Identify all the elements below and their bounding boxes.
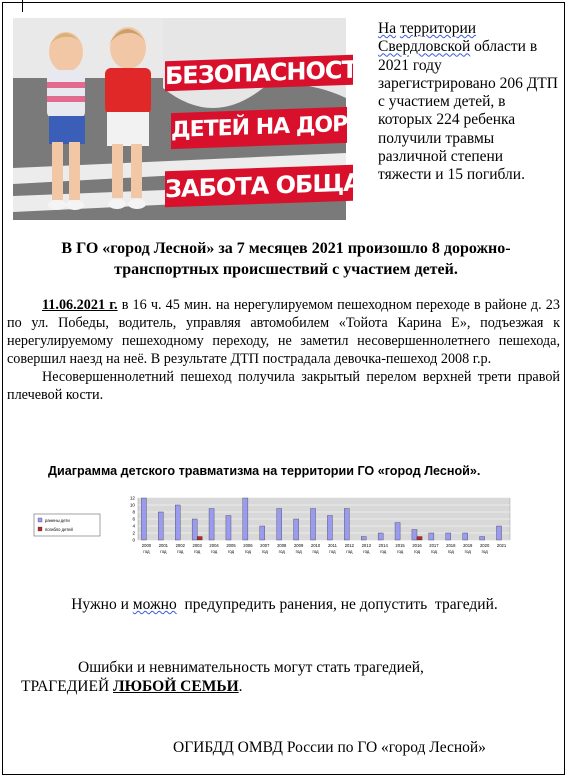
- x-tick-label: 2011 год: [327, 543, 337, 554]
- side-word-2: территории: [399, 20, 477, 37]
- y-tick-label: 0: [132, 537, 135, 543]
- signature: ОГИБДД ОМВД России по ГО «город Лесной»: [173, 739, 486, 756]
- bar: [327, 516, 332, 541]
- safety-poster: [13, 18, 401, 220]
- legend-label: погибло детей: [45, 527, 73, 532]
- bar: [429, 533, 434, 540]
- side-word-3: Свердловской: [378, 38, 471, 56]
- bar: [395, 523, 400, 541]
- appeal-pre: Нужно и: [71, 596, 133, 613]
- x-tick-label: 2020 год: [479, 543, 490, 554]
- bar: [446, 533, 451, 540]
- warning-line-2: [21, 678, 243, 696]
- child-figure-left: [35, 22, 97, 218]
- corner-mark: [22, 0, 23, 12]
- incident-description: [7, 296, 560, 404]
- x-tick-label: 2012 год: [344, 543, 355, 554]
- chart-title: Диаграмма детского травматизма на территории ГО «город Лесной».: [48, 464, 481, 478]
- x-tick-label: 2010 год: [310, 543, 321, 554]
- regional-statistics-text: [378, 20, 558, 185]
- x-tick-label: 2016 год: [412, 543, 422, 554]
- bar: [417, 537, 422, 541]
- side-word-1: На: [378, 20, 397, 37]
- headline: В ГО «город Лесной» за 7 месяцев 2021 произошло 8 дорожно-транспортных происшествий с участием детей.: [61, 240, 511, 278]
- appeal-line: [0, 596, 569, 614]
- injury-chart: [30, 492, 520, 564]
- bar: [294, 519, 299, 540]
- y-tick-label: 2: [132, 530, 135, 536]
- incident-injury: Несовершеннолетний пешеход получила закрытый перелом верхней трети правой плечевой кости.: [7, 369, 560, 403]
- x-tick-label: 2017 год: [429, 543, 439, 554]
- bar: [260, 526, 265, 540]
- bar: [192, 519, 197, 540]
- bar: [158, 512, 163, 540]
- bar: [226, 516, 231, 541]
- y-tick-label: 4: [132, 523, 135, 529]
- bar: [480, 537, 485, 541]
- y-tick-label: 8: [132, 509, 135, 515]
- x-tick-label: 2008 год: [277, 543, 287, 554]
- poster-banner-line3: ЗАБОТА ОБЩАЯ: [165, 165, 353, 208]
- side-rest: области в 2021 году зарегистрировано 206 ДТП с участием детей, в которых 224 ребенка получили травмы различной степени тяжести и 15 погибли.: [378, 38, 558, 184]
- bar: [197, 537, 202, 541]
- x-tick-label: 2006 год: [243, 543, 253, 554]
- bar: [496, 526, 501, 540]
- warning-line-1: Ошибки и невнимательность могут стать трагедией,: [78, 659, 424, 676]
- x-tick-label: 2005 год: [226, 543, 236, 554]
- x-tick-label: 2009 год: [293, 543, 304, 554]
- incident-date: 11.06.2021 г.: [42, 297, 118, 313]
- appeal-word: можно: [132, 596, 177, 613]
- x-tick-label: 2013 год: [361, 543, 371, 554]
- legend-swatch: [38, 518, 42, 522]
- x-tick-label: 2004 год: [209, 543, 219, 554]
- x-tick-label: 2007 год: [260, 543, 270, 554]
- bar: [141, 498, 146, 540]
- bar: [361, 537, 366, 541]
- x-tick-label: 2001 год: [158, 543, 169, 554]
- warning-emphasis: ЛЮБОЙ СЕМЬИ: [113, 678, 239, 695]
- bar: [175, 505, 180, 540]
- bar: [310, 509, 315, 541]
- x-tick-label: 2002 год: [175, 543, 185, 554]
- bar: [378, 533, 383, 540]
- appeal-post: предупредить ранения, не допустить трагедий.: [176, 596, 498, 613]
- child-figure-right: [93, 18, 163, 218]
- y-tick-label: 12: [129, 495, 135, 501]
- incident-text: в 16 ч. 45 мин. на нерегулируемом пешеходном переходе в районе д. 23 по ул. Победы, водитель, управляя автомобилем «Тойота Карина Е», подъезжая к нерегулируемому пешеходному переходу, не заметил несовершеннолетнего пешехода, совершил наезд на неё. В результате ДТП пострадала девочка-пешеход 2008 г.р.: [7, 297, 560, 367]
- y-tick-label: 10: [129, 502, 135, 508]
- bar: [344, 509, 349, 541]
- x-tick-label: 2015 год: [395, 543, 405, 554]
- warning-end: .: [238, 678, 243, 695]
- x-tick-label: 2021: [496, 543, 507, 548]
- bar: [209, 509, 214, 541]
- x-tick-label: 2003 год: [192, 543, 202, 554]
- x-tick-label: 2014 год: [378, 543, 388, 554]
- x-tick-label: 2019 год: [463, 543, 473, 554]
- poster-banner-line1: БЕЗОПАСНОСТЬ: [165, 54, 375, 91]
- poster-banner-line2: ДЕТЕЙ НА ДОРОГЕ-: [171, 107, 347, 149]
- bar: [463, 533, 468, 540]
- x-tick-label: 2000 год: [141, 543, 152, 554]
- bar: [277, 509, 282, 541]
- bar: [243, 498, 248, 540]
- legend-swatch: [38, 527, 42, 531]
- bar: [412, 530, 417, 541]
- y-tick-label: 6: [132, 516, 135, 522]
- legend-label: ранены дети: [45, 518, 70, 523]
- warning-pre: ТРАГЕДИЕЙ: [21, 678, 114, 695]
- x-tick-label: 2018 год: [446, 543, 456, 554]
